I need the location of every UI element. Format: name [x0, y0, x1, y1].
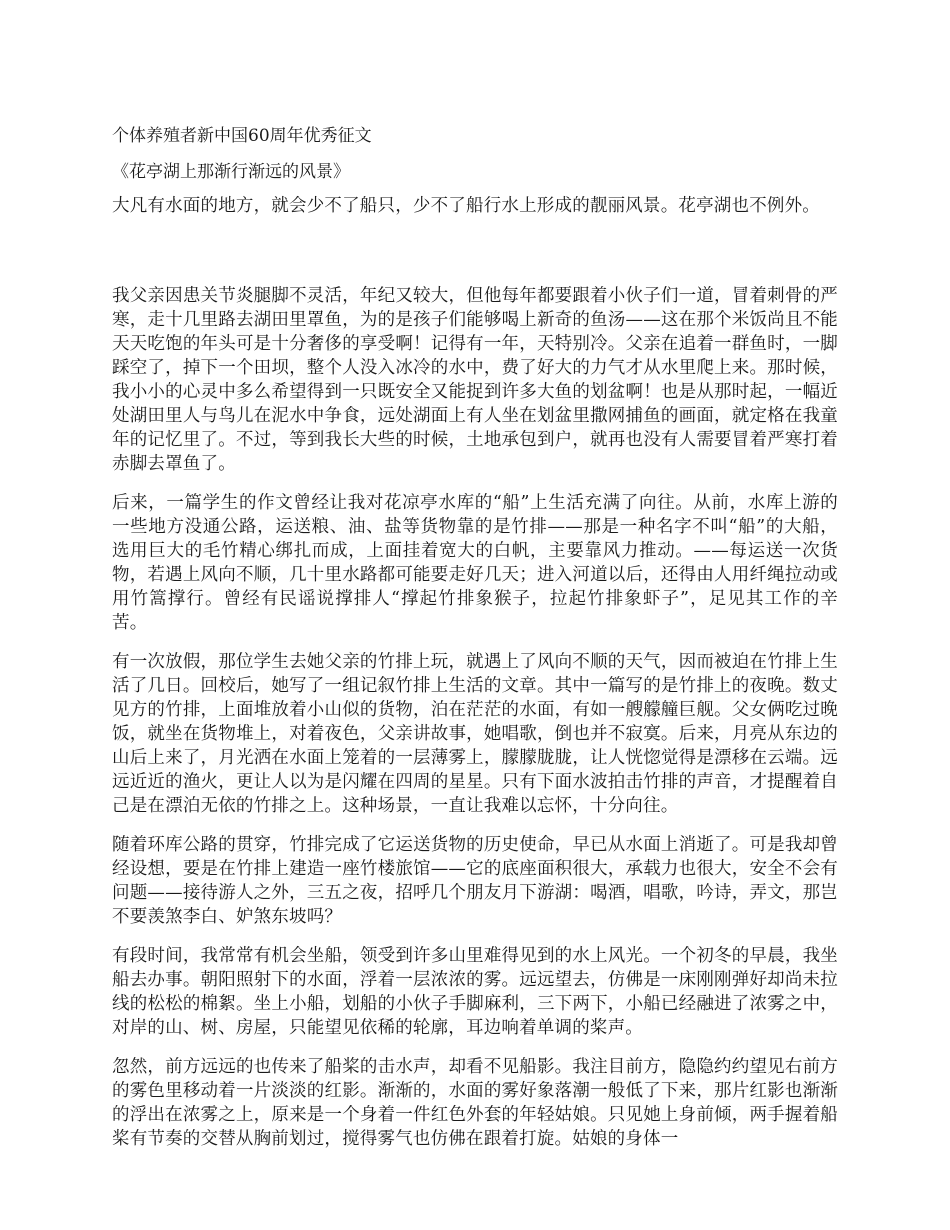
paragraph: 后来，一篇学生的作文曾经让我对花凉亭水库的“船”上生活充满了向往。从前，水库上游的一些地方没通公路，运送粮、油、盐等货物靠的是竹排——那是一种名字不叫“船”的大船，选用巨大的毛竹精心绑扎而成，上面挂着宽大的白帆，主要靠风力推动。——每运送一次货物，若遇上风向不顺，几十里水路都可能要走好几天；进入河道以后，还得由人用纤绳拉动或用竹篙撑行。曾经有民谣说撑排人“撑起竹排象猴子，拉起竹排象虾子”，足见其工作的辛苦。 [112, 493, 838, 633]
paragraph: 有段时间，我常常有机会坐船，领受到许多山里难得见到的水上风光。一个初冬的早晨，我坐船去办事。朝阳照射下的水面，浮着一层浓浓的雾。远远望去，仿佛是一床刚刚弹好却尚未拉线的松松的棉絮。坐上小船，划船的小伙子手脚麻利，三下两下，小船已经融进了浓雾之中，对岸的山、树、房屋，只能望见依稀的轮廓，耳边响着单调的桨声。 [112, 946, 838, 1038]
paragraph: 忽然，前方远远的也传来了船桨的击水声，却看不见船影。我注目前方，隐隐约约望见右前方的雾色里移动着一片淡淡的红影。渐渐的，水面的雾好象落潮一般低了下来，那片红影也渐渐的浮出在浓雾之上，原来是一个身着一件红色外套的年轻姑娘。只见她上身前倾，两手握着船桨有节奏的交替从胸前划过，搅得雾气也仿佛在跟着打旋。姑娘的身体一 [112, 1057, 838, 1149]
paragraph: 有一次放假，那位学生去她父亲的竹排上玩，就遇上了风向不顺的天气，因而被迫在竹排上生活了几日。回校后，她写了一组记叙竹排上生活的文章。其中一篇写的是竹排上的夜晚。数丈见方的竹排，上面堆放着小山似的货物，泊在茫茫的水面，有如一艘艨艟巨舰。父女俩吃过晚饭，就坐在货物堆上，对着夜色，父亲讲故事，她唱歌，倒也并不寂寞。后来，月亮从东边的山后上来了，月光洒在水面上笼着的一层薄雾上，朦朦胧胧，让人恍惚觉得是漂移在云端。远远近近的渔火，更让人以为是闪耀在四周的星星。只有下面水波拍击竹排的声音，才提醒着自己是在漂泊无依的竹排之上。这种场景，一直让我难以忘怀，十分向往。 [112, 652, 838, 816]
paragraph: 我父亲因患关节炎腿脚不灵活，年纪又较大，但他每年都要跟着小伙子们一道，冒着刺骨的严寒，走十几里路去湖田里罩鱼，为的是孩子们能够喝上新奇的鱼汤——这在那个米饭尚且不能天天吃饱的年头可是十分奢侈的享受啊！记得有一年，天特别冷。父亲在追着一群鱼时，一脚踩空了，掉下一个田坝，整个人没入冰冷的水中，费了好大的力气才从水里爬上来。那时候，我小小的心灵中多么希望得到一只既安全又能捉到许多大鱼的划盆啊！也是从那时起，一幅近处湖田里人与鸟儿在泥水中争食，远处湖面上有人坐在划盆里撒网捕鱼的画面，就定格在我童年的记忆里了。不过，等到我长大些的时候，土地承包到户，就再也没有人需要冒着严寒打着赤脚去罩鱼了。 [112, 286, 838, 474]
paragraph: 随着环库公路的贯穿，竹排完成了它运送货物的历史使命，早已从水面上消逝了。可是我却曾经设想，要是在竹排上建造一座竹楼旅馆——它的底座面积很大，承载力也很大，安全不会有问题——接待游人之外，三五之夜，招呼几个朋友月下游湖：喝酒，唱歌，吟诗，弄文，那岂不要羡煞李白、妒煞东坡吗？ [112, 835, 838, 927]
essay-title: 《花亭湖上那渐行渐远的风景》 [112, 162, 350, 182]
paragraph-intro: 大凡有水面的地方，就会少不了船只，少不了船行水上形成的靓丽风景。花亭湖也不例外。 [112, 196, 820, 216]
document-page [112, 124, 838, 1166]
document-heading: 个体养殖者新中国60周年优秀征文 [112, 126, 372, 146]
